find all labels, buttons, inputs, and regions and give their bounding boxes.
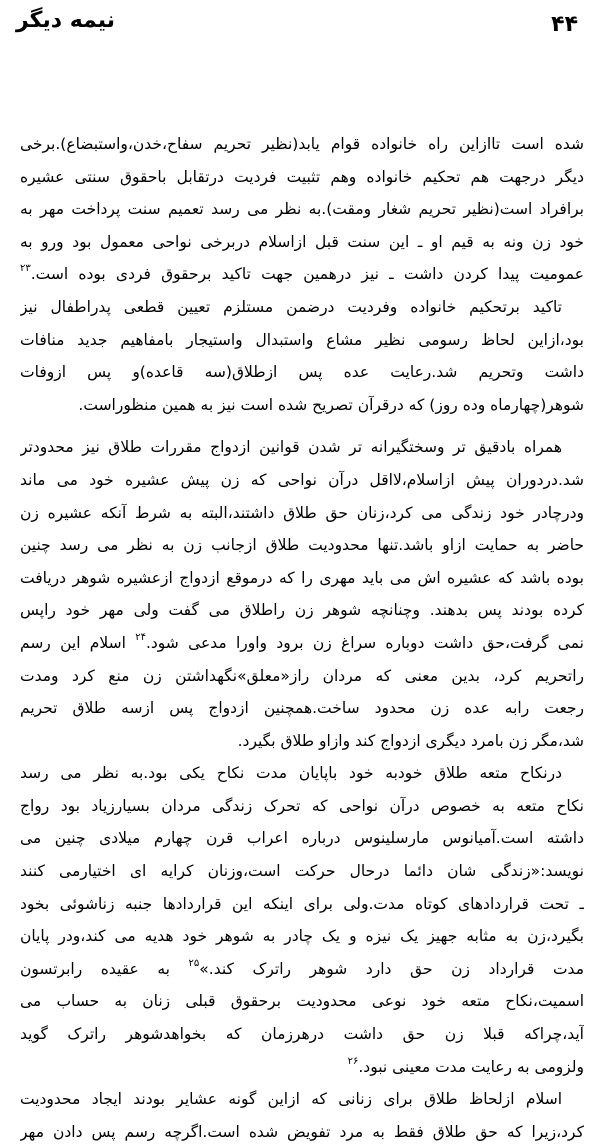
text-line bbox=[20, 985, 584, 1018]
paragraph bbox=[20, 128, 584, 421]
text-line bbox=[20, 920, 584, 953]
text-line bbox=[20, 757, 584, 790]
text-line bbox=[20, 1116, 584, 1148]
paragraph bbox=[20, 1083, 584, 1148]
text-line bbox=[20, 529, 584, 562]
line-text: تاکید برتحکیم خانواده وفردیت درضمن مستلزم تعیین قطعی پدراطفال نیز bbox=[20, 297, 562, 316]
line-text: ودرچادر خود زندگی می کرد،زنان حق طلاق داشتند،البته به شرط آنکه عشیره زن bbox=[20, 503, 584, 522]
line-text: بگیرد،زن به مثابه جهیز یک نیزه و یک چادر به شوهر خود هدیه می کند،ودر پایان bbox=[20, 927, 584, 946]
body-text bbox=[20, 128, 584, 1148]
line-text: دیگر درجهت هم تحکیم خانواده وهم تثبیت فردیت درتقابل باحقوق سنتی عشیره bbox=[20, 167, 584, 186]
footnote-marker[interactable]: ۲۵ bbox=[188, 957, 200, 969]
text-line bbox=[20, 790, 584, 823]
text-line bbox=[20, 431, 584, 464]
text-line bbox=[20, 822, 584, 855]
line-text-after-footnote: به عقیده رابرتسون bbox=[20, 959, 189, 978]
paragraph bbox=[20, 431, 584, 757]
text-line bbox=[20, 464, 584, 497]
line-text: داشت وتحریم شد.رعایت عده پس ازطلاق(سه قاعده)و پس ازوفات bbox=[20, 363, 584, 382]
line-text: کرده بودند پس بدهند. وچنانچه شوهر زن راطلاق می گفت ولی مهر خود راپس bbox=[20, 601, 584, 620]
text-line bbox=[20, 725, 584, 758]
footnote-marker[interactable]: ۲۶ bbox=[347, 1055, 359, 1067]
text-line bbox=[20, 594, 584, 627]
text-line bbox=[20, 1018, 584, 1051]
text-line bbox=[20, 497, 584, 530]
text-line bbox=[20, 660, 584, 693]
line-text: اسمیت،نکاح متعه خود نوعی محدودیت برحقوق قبلی زنان به حساب می bbox=[20, 992, 584, 1011]
line-text: خود زن ونه به قیم او ـ این سنت قبل ازاسلام دربرخی نواحی معمول بود ورو به bbox=[20, 232, 584, 251]
line-text: شد.دردوران پیش ازاسلام،لااقل درآن نواحی که زن پیش عشیره خود می ماند bbox=[20, 470, 584, 489]
text-line bbox=[20, 888, 584, 921]
line-text: رجعت رابه عده زن محدود ساخت.همچنین ازدواج پس ازسه طلاق تحریم bbox=[20, 699, 584, 718]
text-line bbox=[20, 291, 584, 324]
running-title: نیمه دیگر bbox=[16, 8, 116, 33]
text-line bbox=[20, 953, 584, 986]
line-text: آید،چراکه قبلا زن حق داشت درهرزمان که بخواهدشوهر راترک گوید bbox=[20, 1025, 584, 1044]
line-text: همراه بادقیق تر وسختگیرانه تر شدن قوانین ازدواج مقررات طلاق نیز محدودتر bbox=[20, 438, 562, 457]
line-text: اسلام ازلحاظ طلاق برای زنانی که ازاین گونه عشایر بودند ایجاد محدودیت bbox=[20, 1090, 562, 1109]
paragraph bbox=[20, 757, 584, 1083]
text-line bbox=[20, 627, 584, 660]
line-text: عمومیت پیدا کردن داشت ـ نیز درهمین جهت تاکید برحقوق فردی بوده است. bbox=[30, 265, 584, 284]
line-text: کرد،زیرا که حق طلاق فقط به مرد تفویض شده است.اگرچه رسم پس دادن مهر bbox=[20, 1122, 584, 1141]
page-header bbox=[0, 0, 604, 60]
line-text: درنکاح متعه طلاق خودبه خود باپایان مدت نکاح یکی بود.به نظر می رسد bbox=[20, 764, 562, 783]
text-line bbox=[20, 692, 584, 725]
line-text: بوده باشد که عشیره اش می باید مهری را که درموقع ازدواج ازعشیره شوهر دریافت bbox=[20, 568, 584, 587]
line-text: مدت قرارداد زن حق دارد شوهر راترک کند.» bbox=[199, 959, 584, 978]
page-number: ۴۴ bbox=[551, 12, 578, 37]
text-line bbox=[20, 855, 584, 888]
line-text: حاضر به حمایت ازاو باشد.تنها محدودیت طلاق ازجانب زن به نظر می رسد چنین bbox=[20, 536, 584, 555]
line-text: شوهر(چهارماه وده روز) که درقرآن تصریح شده است نیز به همین منظوراست. bbox=[78, 395, 584, 414]
line-text: راتحریم کرد، بدین معنی که مردان راز«معلق»نگهداشتن زن منع کرد ومدت bbox=[20, 666, 584, 685]
footnote-marker[interactable]: ۲۴ bbox=[135, 631, 146, 643]
text-line bbox=[20, 258, 584, 291]
text-line bbox=[20, 324, 584, 357]
line-text: ـ تحت قراردادهای کوتاه مدت.ولی برای اینکه این قراردادها جنبه زناشوئی بخود bbox=[20, 894, 584, 913]
line-text: شد،مگر زن بامرد دیگری ازدواج کند وازاو طلاق بگیرد. bbox=[237, 731, 584, 750]
text-line bbox=[20, 389, 584, 422]
line-text-after-footnote: اسلام این رسم bbox=[20, 633, 136, 652]
text-line bbox=[20, 356, 584, 389]
line-text: نویسد:«زندگی شان دائما درحال حرکت است،وزنان کرایه ای اختیارمی کنند bbox=[20, 862, 584, 881]
text-line bbox=[20, 193, 584, 226]
line-text: نمی گرفت،حق داشت دوباره سراغ زن برود واورا مدعی شود. bbox=[145, 633, 584, 652]
text-line bbox=[20, 128, 584, 161]
text-line bbox=[20, 226, 584, 259]
text-line bbox=[20, 1051, 584, 1084]
footnote-marker[interactable]: ۲۳ bbox=[20, 263, 31, 275]
line-text: ولزومی به رعایت مدت معینی نبود. bbox=[358, 1057, 584, 1076]
line-text: نکاح متعه به خصوص درآن نواحی که تحرک زندگی مردان بسیارزیاد بود رواج bbox=[20, 796, 584, 815]
line-text: شده است تاازاین راه خانواده قوام یابد(نظیر تحریم سفاح،خدن،واستبضاع).برخی bbox=[20, 135, 584, 153]
text-line bbox=[20, 562, 584, 595]
line-text: بود،ازاین لحاظ رسومی نظیر مشاع واستبدال واستیجار بامفاهیم جدید منافات bbox=[20, 330, 584, 349]
text-line bbox=[20, 1083, 584, 1116]
line-text: داشته است.آمیانوس مارسلینوس درباره اعراب قرن چهارم میلادی چنین می bbox=[20, 829, 584, 848]
line-text: برافراد است(نظیر تحریم شغار ومقت).به نظر می رسد تعمیم سنت پرداخت مهر به bbox=[20, 200, 584, 219]
text-line bbox=[20, 161, 584, 194]
